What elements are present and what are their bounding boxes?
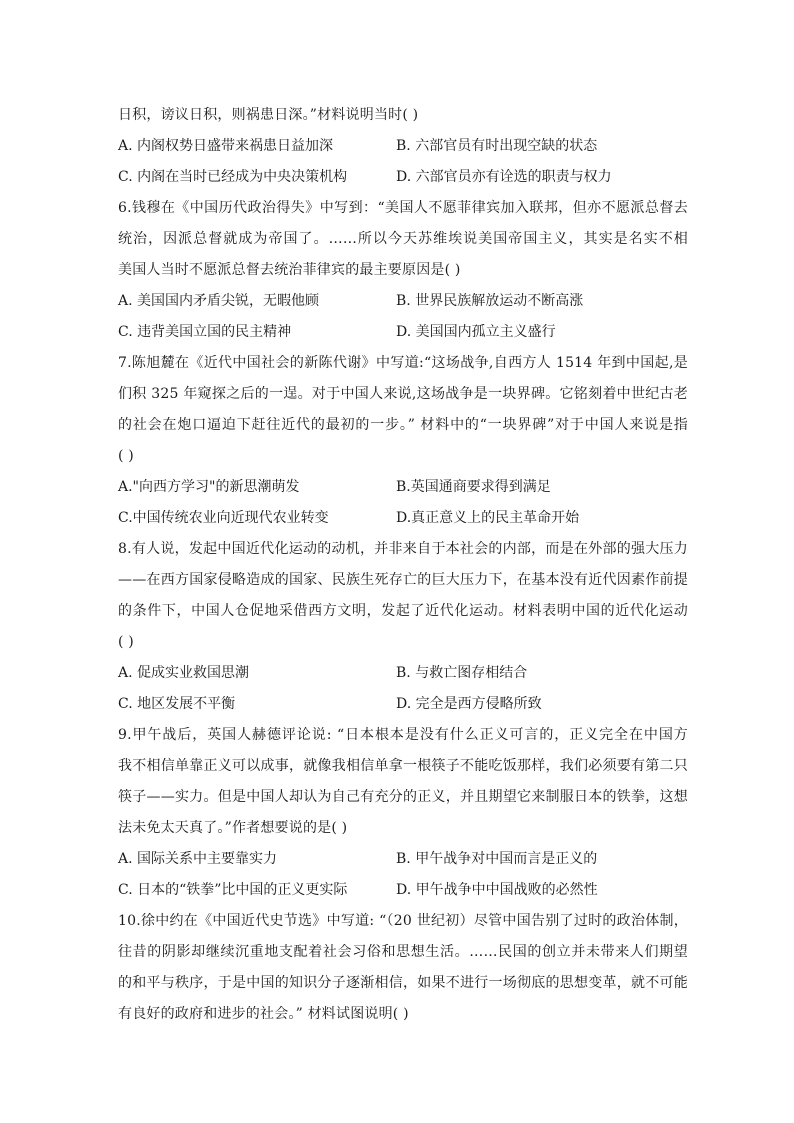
- question-stem-line: 日积，谤议日积，则祸患日深。”材料说明当时( ): [118, 107, 419, 123]
- options-row: [118, 503, 688, 534]
- options-row: [118, 844, 688, 875]
- options-row: [118, 131, 688, 162]
- options-row: [118, 472, 688, 503]
- question-stem-line: 的和平与秩序，于是中国的知识分子逐渐相信，如果不进行一场彻底的思想变革，就不可能: [118, 975, 688, 991]
- question-stem-line: 往昔的阴影却继续沉重地支配着社会习俗和思想生活。……民国的创立并未带来人们期望: [118, 944, 688, 960]
- options-row: [118, 286, 688, 317]
- question-stem-line: 统治，因派总督就成为帝国了。……所以今天苏维埃说美国帝国主义，其实是名实不相: [118, 231, 688, 247]
- options-row: [118, 658, 688, 689]
- option-c: C. 地区发展不平衡: [118, 696, 236, 712]
- question-stem-line: 法未免太天真了。”作者想要说的是( ): [118, 820, 348, 836]
- question-8: [118, 534, 688, 720]
- question-stem-line: 美国人当时不愿派总督去统治菲律宾的最主要原因是( ): [118, 262, 461, 278]
- question-stem-line: 8.有人说，发起中国近代化运动的动机，并非来自于本社会的内部，而是在外部的强大压力: [118, 541, 688, 557]
- question-stem-line: 筷子——实力。但是中国人却认为自己有充分的正义，并且期望它来制服日本的铁拳，这想: [118, 789, 688, 805]
- question-stem-line: 7.陈旭麓在《近代中国社会的新陈代谢》中写道:“这场战争,自西方人 1514 年到中国起,是: [118, 355, 688, 371]
- question-stem-line: ( ): [118, 448, 134, 464]
- question-7: [118, 348, 688, 534]
- option-b: B. 世界民族解放运动不断高涨: [396, 293, 584, 309]
- option-a: A. 内阁权势日盛带来祸患日益加深: [118, 138, 334, 154]
- question-stem-line: 我不相信单靠正义可以成事，就像我相信单拿一根筷子不能吃饭那样，我们必须要有第二只: [118, 758, 688, 774]
- option-c: C. 违背美国立国的民主精神: [118, 324, 292, 340]
- question-list: [118, 100, 688, 1030]
- option-a: A. 美国国内矛盾尖锐，无暇他顾: [118, 293, 320, 309]
- question-stem-line: 10.徐中约在《中国近代史节选》中写道: “（20 世纪初）尽管中国告别了过时的政治体制，: [118, 913, 688, 929]
- option-d: D. 美国国内孤立主义盛行: [396, 324, 556, 340]
- option-d: D.真正意义上的民主革命开始: [396, 510, 580, 526]
- option-a: A. 促成实业救国思潮: [118, 665, 250, 681]
- options-row: [118, 317, 688, 348]
- option-d: D. 完全是西方侵略所致: [396, 696, 542, 712]
- question-stem-line: 9.甲午战后，英国人赫德评论说: “日本根本是没有什么正义可言的，正义完全在中国方: [118, 727, 688, 743]
- option-c: C. 日本的“铁拳”比中国的正义更实际: [118, 882, 348, 898]
- option-b: B. 六部官员有时出现空缺的状态: [396, 138, 598, 154]
- question-10: [118, 906, 688, 1030]
- question-stem-line: 的条件下，中国人仓促地采借西方文明，发起了近代化运动。材料表明中国的近代化运动: [118, 603, 688, 619]
- option-c: C.中国传统农业向近现代农业转变: [118, 510, 329, 526]
- question-9: [118, 720, 688, 906]
- question-stem-line: 的社会在炮口逼迫下赶往近代的最初的一步。” 材料中的“一块界碑”对于中国人来说是指: [118, 417, 688, 433]
- option-b: B. 甲午战争对中国而言是正义的: [396, 851, 598, 867]
- options-row: [118, 162, 688, 193]
- question-stem-line: 们积 325 年窥探之后的一逞。对于中国人来说,这场战争是一块界碑。它铭刻着中世纪古老: [118, 386, 688, 402]
- option-d: D. 甲午战争中中国战败的必然性: [396, 882, 598, 898]
- question-stem-line: 有良好的政府和进步的社会。” 材料试图说明( ): [118, 1006, 409, 1022]
- option-d: D. 六部官员亦有诠选的职责与权力: [396, 169, 612, 185]
- option-b: B.英国通商要求得到满足: [396, 479, 551, 495]
- option-b: B. 与救亡图存相结合: [396, 665, 528, 681]
- question-stem-line: 6.钱穆在《中国历代政治得失》中写到：“美国人不愿菲律宾加入联邦，但亦不愿派总督去: [118, 200, 688, 216]
- option-a: A. 国际关系中主要靠实力: [118, 851, 278, 867]
- question-5: [118, 100, 688, 193]
- options-row: [118, 689, 688, 720]
- question-stem-line: ——在西方国家侵略造成的国家、民族生死存亡的巨大压力下，在基本没有近代因素作前提: [118, 572, 688, 588]
- options-row: [118, 875, 688, 906]
- question-6: [118, 193, 688, 348]
- option-c: C. 内阁在当时已经成为中央决策机构: [118, 169, 348, 185]
- option-a: A."向西方学习"的新思潮萌发: [118, 479, 300, 495]
- question-stem-line: ( ): [118, 634, 134, 650]
